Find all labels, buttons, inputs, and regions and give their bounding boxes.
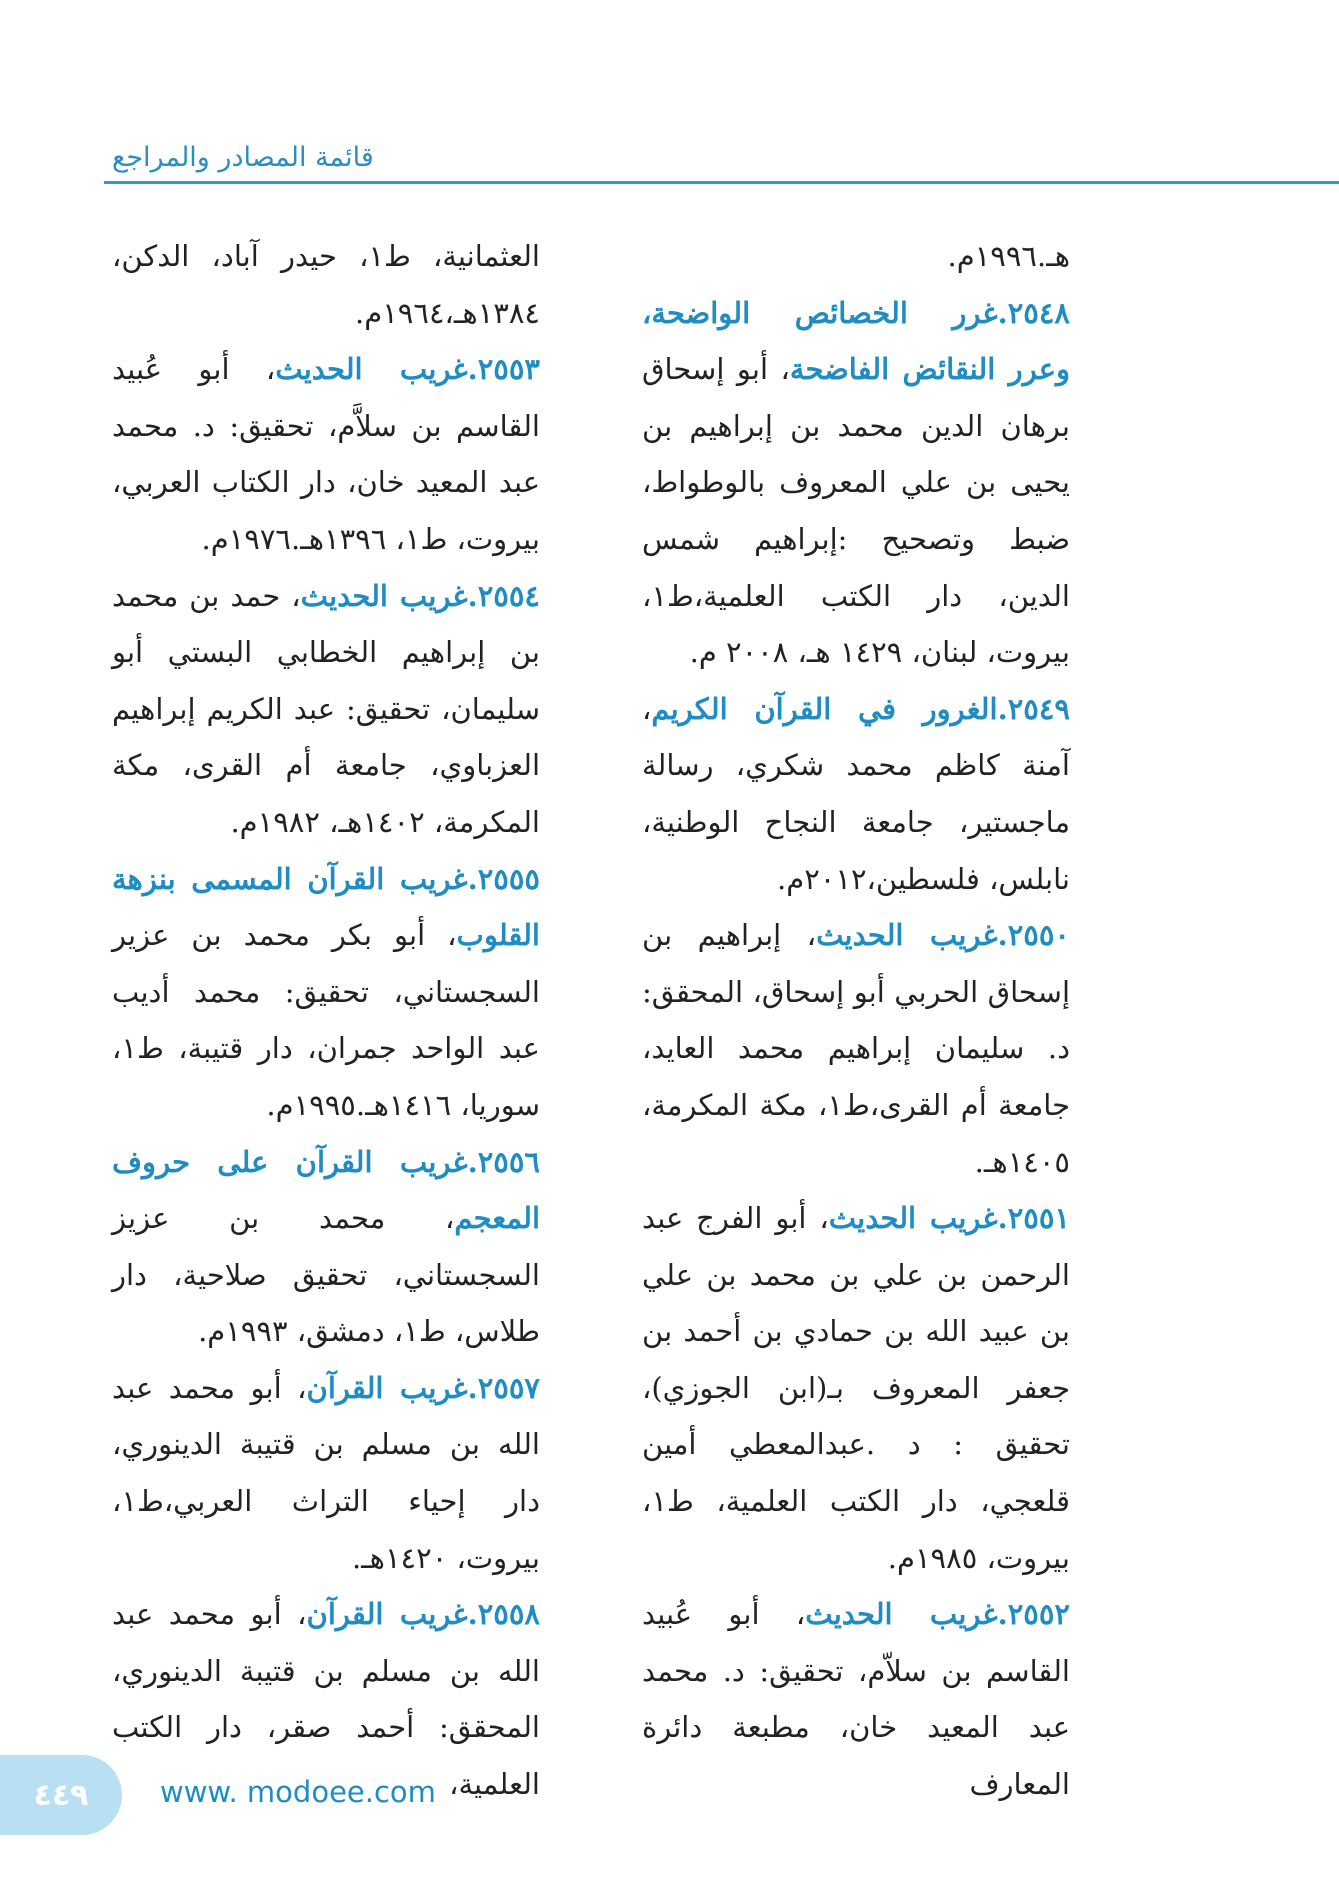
entry-title: غريب القرآن (306, 1597, 468, 1632)
entry-title: غريب الحديث (300, 578, 468, 613)
entry-details: ، أبو بكر محمد بن عزير السجستاني، تحقيق: محمد أديب عبد الواحد جمران، دار قتيبة، ط١، سوريا، ١٤١٦هـ.١٩٩٥م. (112, 918, 540, 1122)
entry-details: ، آمنة كاظم محمد شكري، رسالة ماجستير، جامعة النجاح الوطنية، نابلس، فلسطين،٢٠١٢م. (642, 691, 1070, 896)
entry-details: ، إبراهيم بن إسحاق الحربي أبو إسحاق، المحقق: د. سليمان إبراهيم محمد العايد، جامعة أم القرى،ط١، مكة المكرمة، ١٤٠٥هـ. (642, 918, 1070, 1179)
entry-number: ٢٥٤٩. (997, 691, 1070, 726)
entry-details: ، حمد بن محمد بن إبراهيم الخطابي البستي أبو سليمان، تحقيق: عبد الكريم إبراهيم العزباوي، جامعة أم القرى، مكة المكرمة، ١٤٠٢هـ، ١٩٨٢م. (112, 578, 540, 839)
entry-title: غريب الحديث (828, 1201, 998, 1236)
entry-details: ، أبو عُبيد القاسم بن سلاَّم، تحقيق: د. محمد عبد المعيد خان، دار الكتاب العربي، بيروت، ط١، ١٣٩٦هـ.١٩٧٦م. (112, 352, 540, 556)
entry-title: غريب القرآن المسمى بنزهة القلوب (112, 861, 540, 953)
column-left-lead: العثمانية، ط١، حيدر آباد، الدكن، ١٣٨٤هـ،١٩٦٤م. (112, 239, 540, 330)
entry-number: ٢٥٥٦. (467, 1144, 540, 1179)
entry-number: ٢٥٥٣. (467, 352, 540, 387)
running-header-title: قائمة المصادر والمراجع (112, 142, 374, 173)
entry-number: ٢٥٥١. (997, 1201, 1070, 1236)
bibliography-entry (642, 1586, 1070, 1812)
bibliography-entry (112, 1134, 540, 1360)
page-number-badge: ٤٤٩ (0, 1755, 122, 1835)
entry-title: غريب الحديث (805, 1597, 998, 1632)
entry-number: ٢٥٥٢. (997, 1597, 1070, 1632)
entry-details: ، أبو محمد عبد الله بن مسلم بن قتيبة الدينوري، دار إحياء التراث العربي،ط١، بيروت، ١٤٢٠هـ. (112, 1370, 540, 1575)
entry-title: غريب القرآن على حروف المعجم (112, 1144, 540, 1236)
entry-title: غريب الحديث (275, 352, 468, 387)
bibliography-entry (642, 681, 1070, 907)
bibliography-entry (642, 907, 1070, 1190)
bibliography-entry (112, 568, 540, 851)
entry-number: ٢٥٥٨. (467, 1597, 540, 1632)
entry-title: الغرور في القرآن الكريم (651, 691, 998, 726)
entry-number: ٢٥٥٤. (467, 578, 540, 613)
entry-details: ، أبو عُبيد القاسم بن سلاّم، تحقيق: د. محمد عبد المعيد خان، مطبعة دائرة المعارف (642, 1597, 1070, 1802)
bibliography-entry (112, 851, 540, 1134)
entry-details: ، أبو محمد عبد الله بن مسلم بن قتيبة الدينوري، المحقق: أحمد صقر، دار الكتب العلمية، (112, 1597, 540, 1802)
entry-number: ٢٥٥٥. (467, 861, 540, 896)
entry-number: ٢٥٥٧. (467, 1370, 540, 1405)
entry-details: ، أبو إسحاق برهان الدين محمد بن إبراهيم بن يحيى بن علي المعروف بالوطواط، ضبط وتصحيح :إبراهيم شمس الدين، دار الكتب العلمية،ط١، بيروت، لبنان، ١٤٢٩ هـ، ٢٠٠٨ م. (642, 352, 1070, 670)
bibliography-entry (642, 285, 1070, 681)
bibliography-entry (642, 1190, 1070, 1586)
entry-details: ، أبو الفرج عبد الرحمن بن علي بن محمد بن علي بن عبيد الله بن حمادي بن أحمد بن جعفر المعروف بـ(ابن الجوزي)، تحقيق : د .عبدالمعطي أمين قلعجي، دار الكتب العلمية، ط١، بيروت، ١٩٨٥م. (642, 1201, 1070, 1575)
entry-title: غريب الحديث (816, 918, 998, 953)
website-link[interactable]: www. modoee.com (160, 1775, 436, 1809)
entry-details: ، محمد بن عزيز السجستاني، تحقيق صلاحية، دار طلاس، ط١، دمشق، ١٩٩٣م. (112, 1201, 540, 1349)
bibliography-entry (112, 1360, 540, 1586)
header-divider (104, 181, 1339, 184)
entry-number: ٢٥٤٨. (997, 295, 1070, 330)
column-right-lead: هـ.١٩٩٦م. (947, 239, 1070, 273)
column-right (642, 228, 1070, 1813)
entry-number: ٢٥٥٠. (997, 918, 1070, 953)
column-left (112, 228, 540, 1813)
entry-title: غرر الخصائص الواضحة، وعرر النقائض الفاضحة (642, 295, 1070, 387)
entry-title: غريب القرآن (306, 1370, 468, 1405)
bibliography-entry (112, 341, 540, 567)
